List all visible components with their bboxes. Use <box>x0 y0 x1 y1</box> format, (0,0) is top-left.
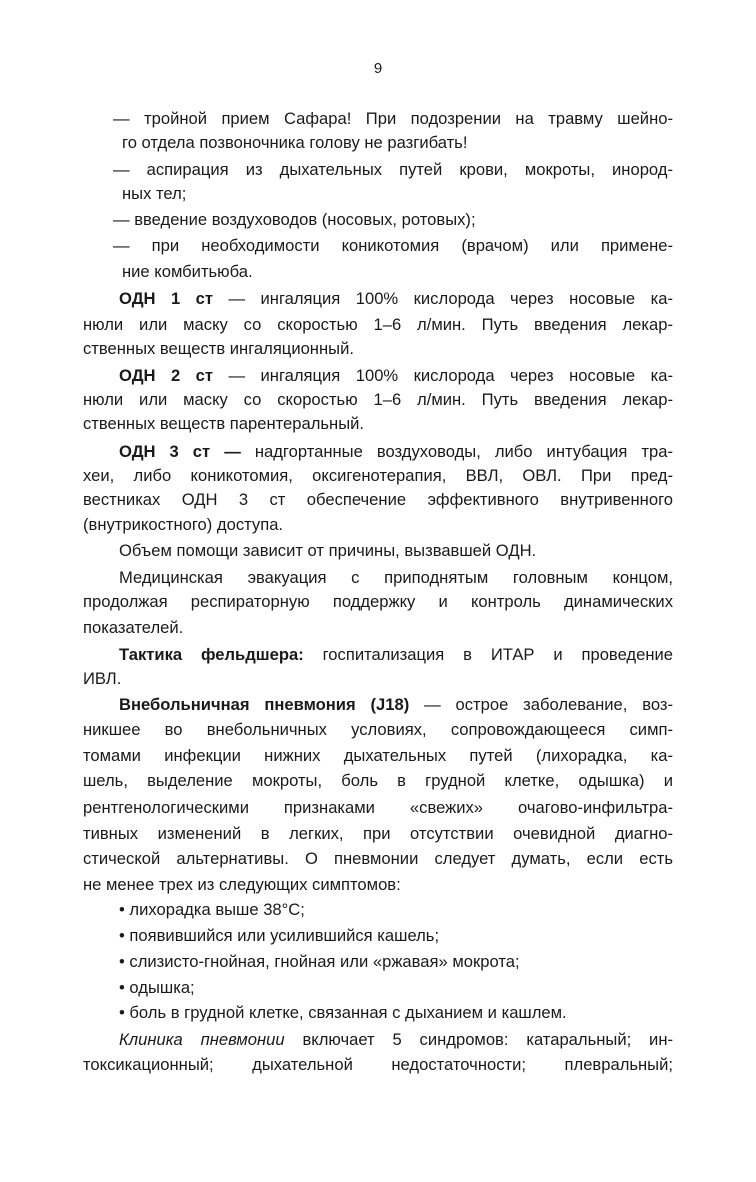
text-line <box>83 487 673 513</box>
bullet-list-item <box>119 1000 567 1026</box>
text-segment: тивных изменений в легких, при отсутствии очевидной диагно- <box>83 824 673 843</box>
text-line <box>83 336 354 362</box>
text-segment: стической альтернативы. О пневмонии следует думать, если есть <box>83 849 673 868</box>
text-line <box>119 439 673 465</box>
bullet-list-item <box>119 949 520 975</box>
text-line <box>83 463 673 489</box>
text-line <box>83 846 673 872</box>
text-segment: — острое заболевание, воз- <box>409 695 673 714</box>
text-line <box>119 565 673 591</box>
text-segment: • лихорадка выше 38°С; <box>119 900 305 919</box>
text-segment: ственных веществ ингаляционный. <box>83 339 354 358</box>
text-line <box>83 512 283 538</box>
text-segment: го отдела позвоночника голову не разгибать! <box>122 133 468 152</box>
text-line <box>83 615 183 641</box>
text-line <box>83 411 364 437</box>
text-line <box>83 743 673 769</box>
text-segment: включает 5 синдромов: катаральный; ин- <box>284 1030 674 1049</box>
text-segment: рентгенологическими признаками «свежих» очагово-инфильтра- <box>83 798 673 817</box>
text-segment: — введение воздуховодов (носовых, ротовых); <box>113 210 476 229</box>
italic-term: Клиника пневмонии <box>119 1030 285 1049</box>
text-segment: шель, выделение мокроты, боль в грудной клетке, одышка) и <box>83 771 673 790</box>
text-segment: — ингаляция 100% кислорода через носовые ка- <box>213 289 673 308</box>
text-line <box>83 387 673 413</box>
text-line <box>119 692 673 718</box>
text-segment: ние комбитьюба. <box>122 262 253 281</box>
text-line <box>119 363 673 389</box>
dash-list-line <box>113 157 673 183</box>
text-segment: госпитализация в ИТАР и проведение <box>303 645 674 664</box>
text-line <box>83 872 401 898</box>
bold-term: Внебольничная пневмония (J18) <box>119 695 410 714</box>
text-segment: ИВЛ. <box>83 669 122 688</box>
bullet-list-item <box>119 923 439 949</box>
text-segment: — аспирация из дыхательных путей крови, мокроты, инород- <box>113 160 673 179</box>
text-line <box>83 768 673 794</box>
text-line <box>119 642 673 668</box>
text-segment: — ингаляция 100% кислорода через носовые ка- <box>213 366 673 385</box>
text-segment: продолжая респираторную поддержку и контроль динамических <box>83 592 673 611</box>
text-segment: нюли или маску со скоростью 1–6 л/мин. Путь введения лекар- <box>83 315 673 334</box>
bullet-list-item <box>119 975 195 1001</box>
text-segment: — тройной прием Сафара! При подозрении на травму шейно- <box>113 109 673 128</box>
dash-list-line <box>113 207 476 233</box>
text-line <box>83 666 121 692</box>
dash-list-line <box>113 233 673 259</box>
text-segment: • слизисто-гнойная, гнойная или «ржавая» мокрота; <box>119 952 520 971</box>
text-segment: вестниках ОДН 3 ст обеспечение эффективного внутривенного <box>83 490 673 509</box>
text-line <box>83 589 673 615</box>
text-segment: томами инфекции нижних дыхательных путей (лихорадка, ка- <box>83 746 673 765</box>
text-line <box>83 795 673 821</box>
text-segment: Медицинская эвакуация с приподнятым головным концом, <box>119 568 673 587</box>
text-segment: показателей. <box>83 618 184 637</box>
text-segment: — при необходимости коникотомия (врачом) или примене- <box>113 236 673 255</box>
bold-term: Тактика фельдшера: <box>119 645 304 664</box>
text-segment: (внутрикостного) доступа. <box>83 515 284 534</box>
page-number: 9 <box>373 60 383 77</box>
text-segment: надгортанные воздуховоды, либо интубация тра- <box>240 442 673 461</box>
text-segment: токсикационный; дыхательной недостаточности; плевральный; <box>83 1055 673 1074</box>
dash-list-line <box>122 259 253 285</box>
text-line <box>119 538 536 564</box>
bullet-list-item <box>119 897 305 923</box>
text-line <box>119 286 673 312</box>
bold-term: ОДН 2 ст <box>119 366 213 385</box>
dash-list-line <box>113 106 673 132</box>
text-segment: • боль в грудной клетке, связанная с дыханием и кашлем. <box>119 1003 567 1022</box>
text-segment: Объем помощи зависит от причины, вызвавшей ОДН. <box>119 541 537 560</box>
bold-term: ОДН 1 ст <box>119 289 213 308</box>
dash-list-line <box>122 130 467 156</box>
text-line <box>83 312 673 338</box>
dash-list-line <box>122 181 186 207</box>
text-segment: • появившийся или усилившийся кашель; <box>119 926 440 945</box>
text-segment: ственных веществ парентеральный. <box>83 414 365 433</box>
text-segment: • одышка; <box>119 978 195 997</box>
text-line <box>83 1052 673 1078</box>
text-segment: ных тел; <box>122 184 187 203</box>
text-segment: хеи, либо коникотомия, оксигенотерапия, ВВЛ, ОВЛ. При пред- <box>83 466 673 485</box>
text-segment: не менее трех из следующих симптомов: <box>83 875 401 894</box>
text-line <box>119 1027 673 1053</box>
text-line <box>83 821 673 847</box>
text-segment: никшее во внебольничных условиях, сопровождающееся симп- <box>83 720 673 739</box>
text-line <box>83 717 673 743</box>
text-segment: нюли или маску со скоростью 1–6 л/мин. Путь введения лекар- <box>83 390 673 409</box>
bold-term: ОДН 3 ст — <box>119 442 241 461</box>
